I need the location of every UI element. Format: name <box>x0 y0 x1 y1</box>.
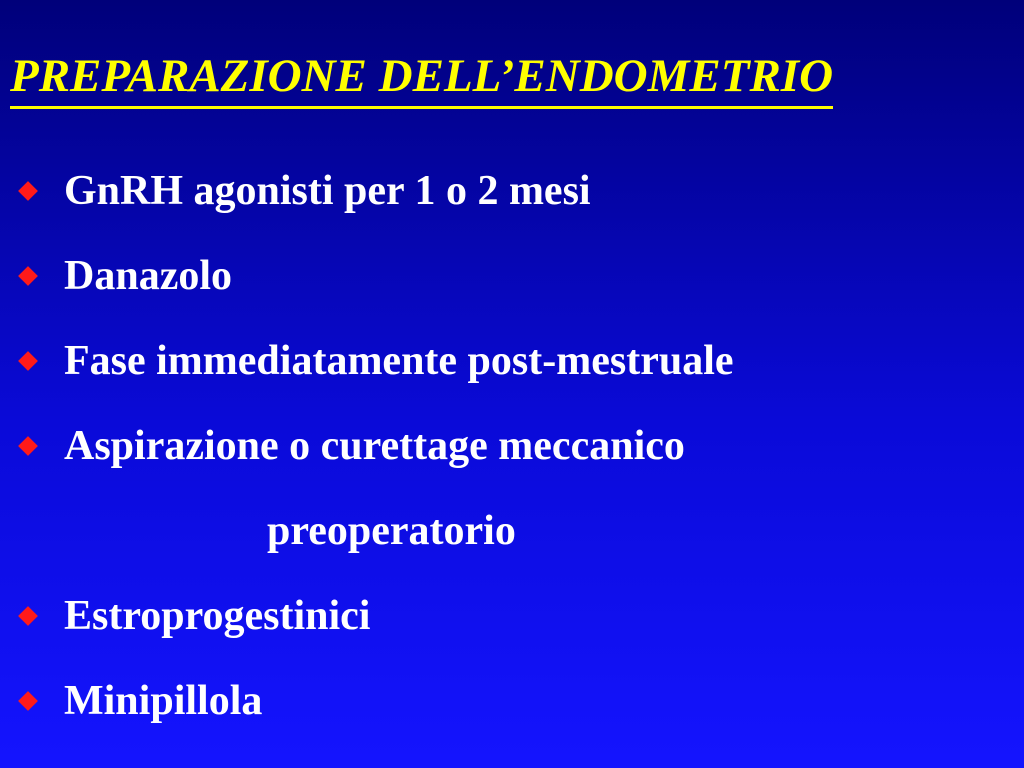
bullet-text: Aspirazione o curettage meccanico <box>64 423 685 469</box>
diamond-bullet-icon <box>18 181 38 201</box>
diamond-bullet-icon <box>18 436 38 456</box>
list-item <box>0 415 1024 500</box>
list-item <box>0 160 1024 245</box>
diamond-bullet-icon <box>18 266 38 286</box>
bullet-text: Fase immediatamente post-mestruale <box>64 338 734 384</box>
bullet-list <box>0 160 1024 755</box>
list-item-continuation <box>0 500 1024 585</box>
bullet-text: Estroprogestinici <box>64 593 371 639</box>
diamond-bullet-icon <box>18 351 38 371</box>
list-item <box>0 585 1024 670</box>
diamond-bullet-icon <box>18 606 38 626</box>
list-item <box>0 670 1024 755</box>
list-item <box>0 330 1024 415</box>
slide-title: PREPARAZIONE DELL’ENDOMETRIO <box>10 48 833 109</box>
bullet-text: Minipillola <box>64 678 263 724</box>
bullet-continuation-text: preoperatorio <box>267 508 516 554</box>
diamond-bullet-icon <box>18 691 38 711</box>
list-item <box>0 245 1024 330</box>
bullet-text: Danazolo <box>64 253 232 299</box>
bullet-text: GnRH agonisti per 1 o 2 mesi <box>64 168 591 214</box>
